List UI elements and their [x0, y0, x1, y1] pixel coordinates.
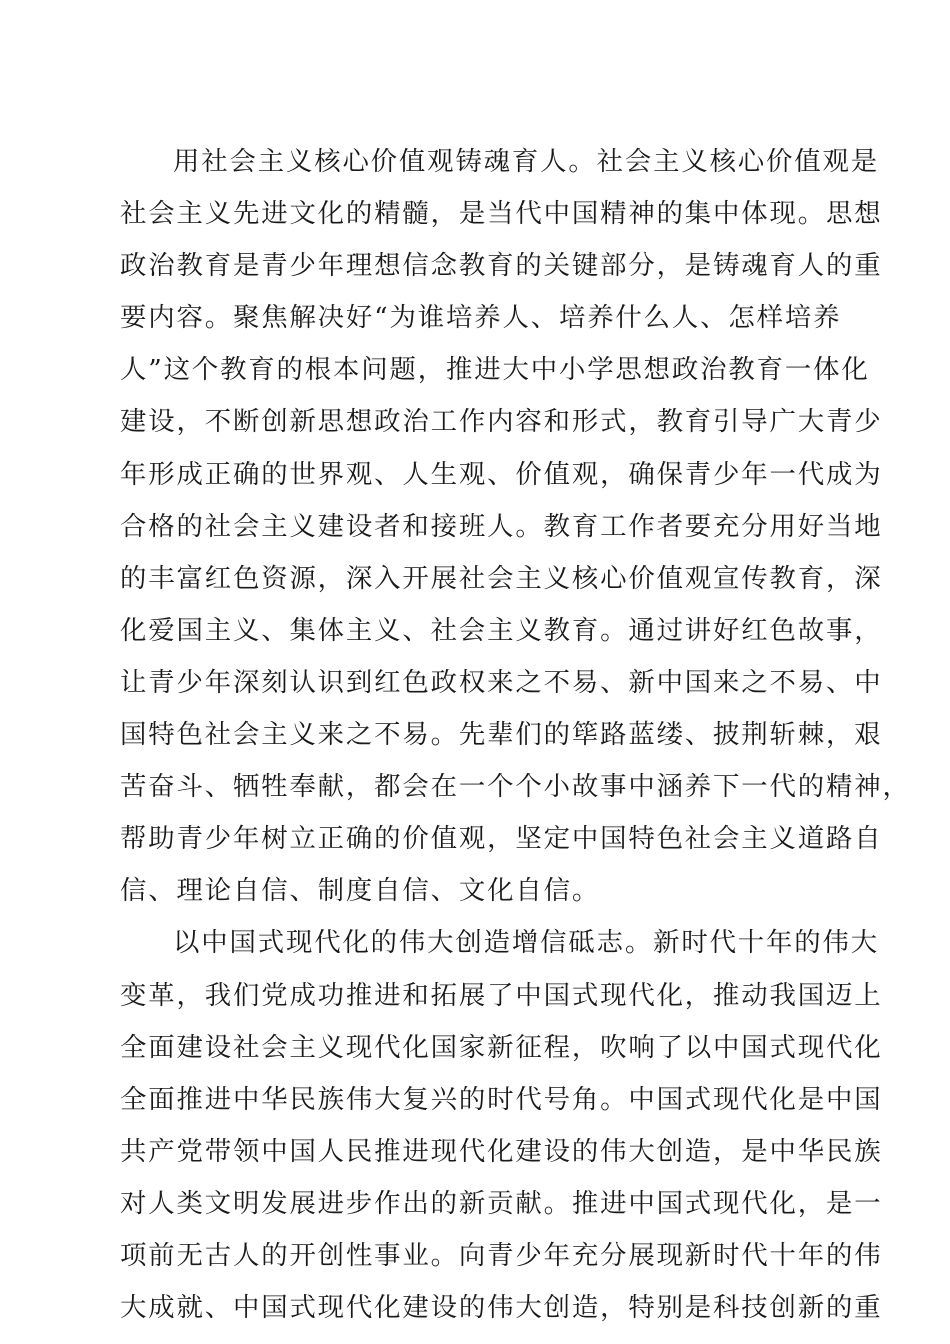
paragraph-1-line-1: 用社会主义核心价值观铸魂育人。社会主义核心价值观是	[173, 146, 880, 177]
paragraph-1-line-7: 年形成正确的世界观、人生观、价值观，确保青少年一代成为	[120, 458, 883, 490]
paragraph-1-line-9: 的丰富红色资源，深入开展社会主义核心价值观宣传教育，深	[120, 562, 883, 594]
paragraph-2-line-7: 项前无古人的开创性事业。向青少年充分展现新时代十年的伟	[120, 1239, 883, 1271]
paragraph-1-line-10: 化爱国主义、集体主义、社会主义教育。通过讲好红色故事，	[120, 614, 883, 646]
paragraph-2-line-1: 以中国式现代化的伟大创造增信砥志。新时代十年的伟大	[173, 927, 880, 959]
paragraph-1-line-13: 苦奋斗、牺牲奉献，都会在一个个小故事中涵养下一代的精神，	[120, 771, 911, 803]
paragraph-1-line-5: 人”这个教育的根本问题，推进大中小学思想政治教育一体化	[120, 354, 870, 386]
paragraph-1-line-4: 要内容。聚焦解决好“为谁培养人、培养什么人、怎样培养	[120, 302, 842, 334]
paragraph-2-line-2: 变革，我们党成功推进和拓展了中国式现代化，推动我国迈上	[120, 979, 883, 1011]
paragraph-1-line-8: 合格的社会主义建设者和接班人。教育工作者要充分用好当地	[120, 510, 883, 542]
paragraph-2-line-6: 对人类文明发展进步作出的新贡献。推进中国式现代化，是一	[120, 1187, 883, 1219]
paragraph-1-line-11: 让青少年深刻认识到红色政权来之不易、新中国来之不易、中	[120, 666, 883, 698]
paragraph-1-line-12: 国特色社会主义来之不易。先辈们的筚路蓝缕、披荆斩棘，艰	[120, 719, 883, 751]
paragraph-2-line-8: 大成就、中国式现代化建设的伟大创造，特别是科技创新的重	[120, 1292, 883, 1324]
paragraph-1-line-14: 帮助青少年树立正确的价值观，坚定中国特色社会主义道路自	[120, 823, 883, 855]
body-text	[120, 136, 911, 1334]
paragraph-1-line-6: 建设，不断创新思想政治工作内容和形式，教育引导广大青少	[120, 406, 883, 438]
paragraph-1-line-3: 政治教育是青少年理想信念教育的关键部分，是铸魂育人的重	[120, 250, 883, 282]
paragraph-1-line-2: 社会主义先进文化的精髓，是当代中国精神的集中体现。思想	[120, 198, 883, 230]
paragraph-2-line-5: 共产党带领中国人民推进现代化建设的伟大创造，是中华民族	[120, 1135, 883, 1167]
paragraph-2-line-3: 全面建设社会主义现代化国家新征程，吹响了以中国式现代化	[120, 1031, 883, 1063]
paragraph-2-line-4: 全面推进中华民族伟大复兴的时代号角。中国式现代化是中国	[120, 1083, 883, 1115]
paragraph-1-line-15: 信、理论自信、制度自信、文化自信。	[120, 875, 601, 907]
